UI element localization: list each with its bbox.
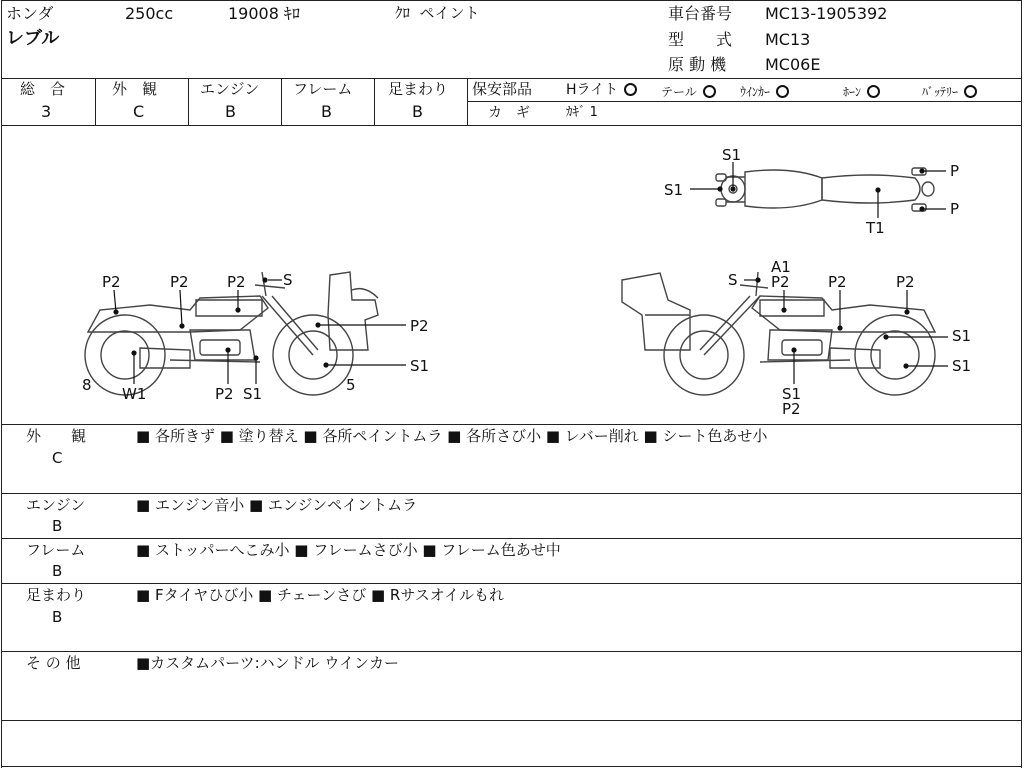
grade-suspension-label: 足まわり (388, 80, 449, 98)
remark-engine-label: エンジン (26, 496, 86, 514)
remarks-divider-2 (1, 538, 1022, 539)
remark-suspension-text: ■ Fタイヤひび小 ■ チェーンさび ■ Rサスオイルもれ (136, 586, 505, 604)
grade-col-4 (374, 78, 375, 125)
diagram-left-p2c: P2 (227, 273, 246, 291)
safety-horn-label: ﾎｰﾝ (843, 85, 862, 99)
safety-label: 保安部品 (472, 80, 533, 98)
grade-overall-value: 3 (41, 102, 52, 121)
remark-exterior-grade: C (52, 449, 63, 467)
diagram-right-s1b: S1 (952, 357, 972, 375)
diagram-left-p2a: P2 (102, 273, 121, 291)
safety-horn (843, 85, 880, 98)
damage-diagram (0, 126, 1024, 424)
key-value: ｶｷﾞ 1 (566, 105, 598, 120)
grade-exterior-value: C (133, 102, 145, 121)
engine-code-label: 原 動 機 (668, 55, 727, 74)
diagram-right-s: S (728, 271, 738, 289)
grade-engine-value: B (225, 102, 236, 121)
ok-circle-icon (776, 85, 789, 98)
diagram-right-p2c: P2 (896, 273, 915, 291)
maker-name: ホンダ (6, 4, 54, 23)
border-bottom (1, 766, 1022, 767)
remark-suspension-label: 足まわり (26, 586, 87, 604)
displacement: 250cc (125, 4, 174, 23)
diagram-right-p2b: P2 (828, 273, 847, 291)
diagram-left-p2b: P2 (170, 273, 189, 291)
remarks-divider-4 (1, 651, 1022, 652)
diagram-left-s1b: S1 (243, 385, 263, 403)
diagram-right-p2a: P2 (771, 273, 790, 291)
safety-battery (922, 85, 977, 98)
model-code: MC13 (765, 30, 811, 49)
diagram-left-p2e: P2 (215, 385, 234, 403)
safety-winker (740, 85, 789, 98)
safety-divider (467, 101, 1022, 102)
grade-col-2 (188, 78, 189, 125)
mileage: 19008 ｷﾛ (228, 4, 300, 23)
remarks-divider-1 (1, 493, 1022, 494)
remark-frame-grade: B (52, 562, 63, 580)
remark-engine-grade: B (52, 517, 63, 535)
ok-circle-icon (703, 85, 716, 98)
border-top (1, 0, 1022, 1)
diagram-top-s1b: S1 (664, 181, 684, 199)
grade-col-5 (467, 78, 468, 125)
engine-code: MC06E (765, 55, 821, 74)
diagram-left-s1: S1 (410, 357, 430, 375)
diagram-right-p2d: P2 (782, 400, 801, 418)
safety-headlight-label: Hライト (566, 82, 619, 98)
frame-no-label: 車台番号 (668, 4, 733, 23)
remarks-divider-3 (1, 583, 1022, 584)
diagram-right-s1c: S1 (782, 385, 802, 403)
remark-exterior-label: 外 観 (26, 427, 87, 445)
grade-frame-label: フレーム (293, 80, 353, 98)
ok-circle-icon (624, 83, 637, 96)
safety-winker-label: ｳｲﾝｶｰ (740, 85, 771, 99)
ok-circle-icon (867, 85, 880, 98)
ok-circle-icon (964, 85, 977, 98)
grade-overall-label: 総 合 (20, 80, 66, 98)
diagram-top-s1a: S1 (722, 146, 742, 164)
safety-battery-label: ﾊﾞｯﾃﾘｰ (922, 85, 959, 99)
remark-other-label: そ の 他 (26, 654, 81, 672)
diagram-right-s1a: S1 (952, 327, 972, 345)
remark-frame-text: ■ ストッパーへこみ小 ■ フレームさび小 ■ フレーム色あせ中 (136, 541, 561, 559)
remark-suspension-grade: B (52, 608, 63, 626)
grade-col-3 (281, 78, 282, 125)
model-name: レブル (6, 28, 60, 49)
safety-tail (661, 85, 716, 98)
remarks-top (1, 424, 1022, 425)
diagram-left-w1: W1 (122, 385, 147, 403)
safety-headlight (566, 83, 637, 97)
diagram-left-s: S (283, 271, 293, 289)
diagram-top-p1: P (950, 162, 960, 180)
grade-col-1 (95, 78, 96, 125)
grade-frame-value: B (321, 102, 332, 121)
remark-exterior-text: ■ 各所きず ■ 塗り替え ■ 各所ペイントムラ ■ 各所さび小 ■ レバー削れ ■ シート色あせ小 (136, 427, 768, 445)
remark-other-text: ■カスタムパーツ:ハンドル ウインカー (136, 654, 399, 672)
grade-table-top (1, 78, 1022, 79)
remark-frame-label: フレーム (26, 541, 86, 559)
diagram-left-5: 5 (346, 376, 356, 394)
remarks-divider-5 (1, 720, 1022, 721)
bike-top-view (716, 168, 934, 211)
grade-suspension-value: B (412, 102, 423, 121)
frame-no: MC13-1905392 (765, 4, 888, 23)
diagram-left-8: 8 (82, 376, 92, 394)
diagram-left-p2d: P2 (410, 317, 429, 335)
safety-tail-label: テール (661, 85, 697, 99)
model-code-label: 型 式 (668, 30, 733, 49)
key-label: カ ギ (488, 105, 530, 121)
diagram-right-a1: A1 (771, 258, 791, 276)
remark-engine-text: ■ エンジン音小 ■ エンジンペイントムラ (136, 496, 418, 514)
diagram-top-p2: P (950, 200, 960, 218)
grade-engine-label: エンジン (200, 80, 260, 98)
diagram-top-t1: T1 (866, 219, 885, 237)
body-color: ｸﾛ ペイント (395, 4, 480, 22)
grade-exterior-label: 外 観 (112, 80, 158, 98)
